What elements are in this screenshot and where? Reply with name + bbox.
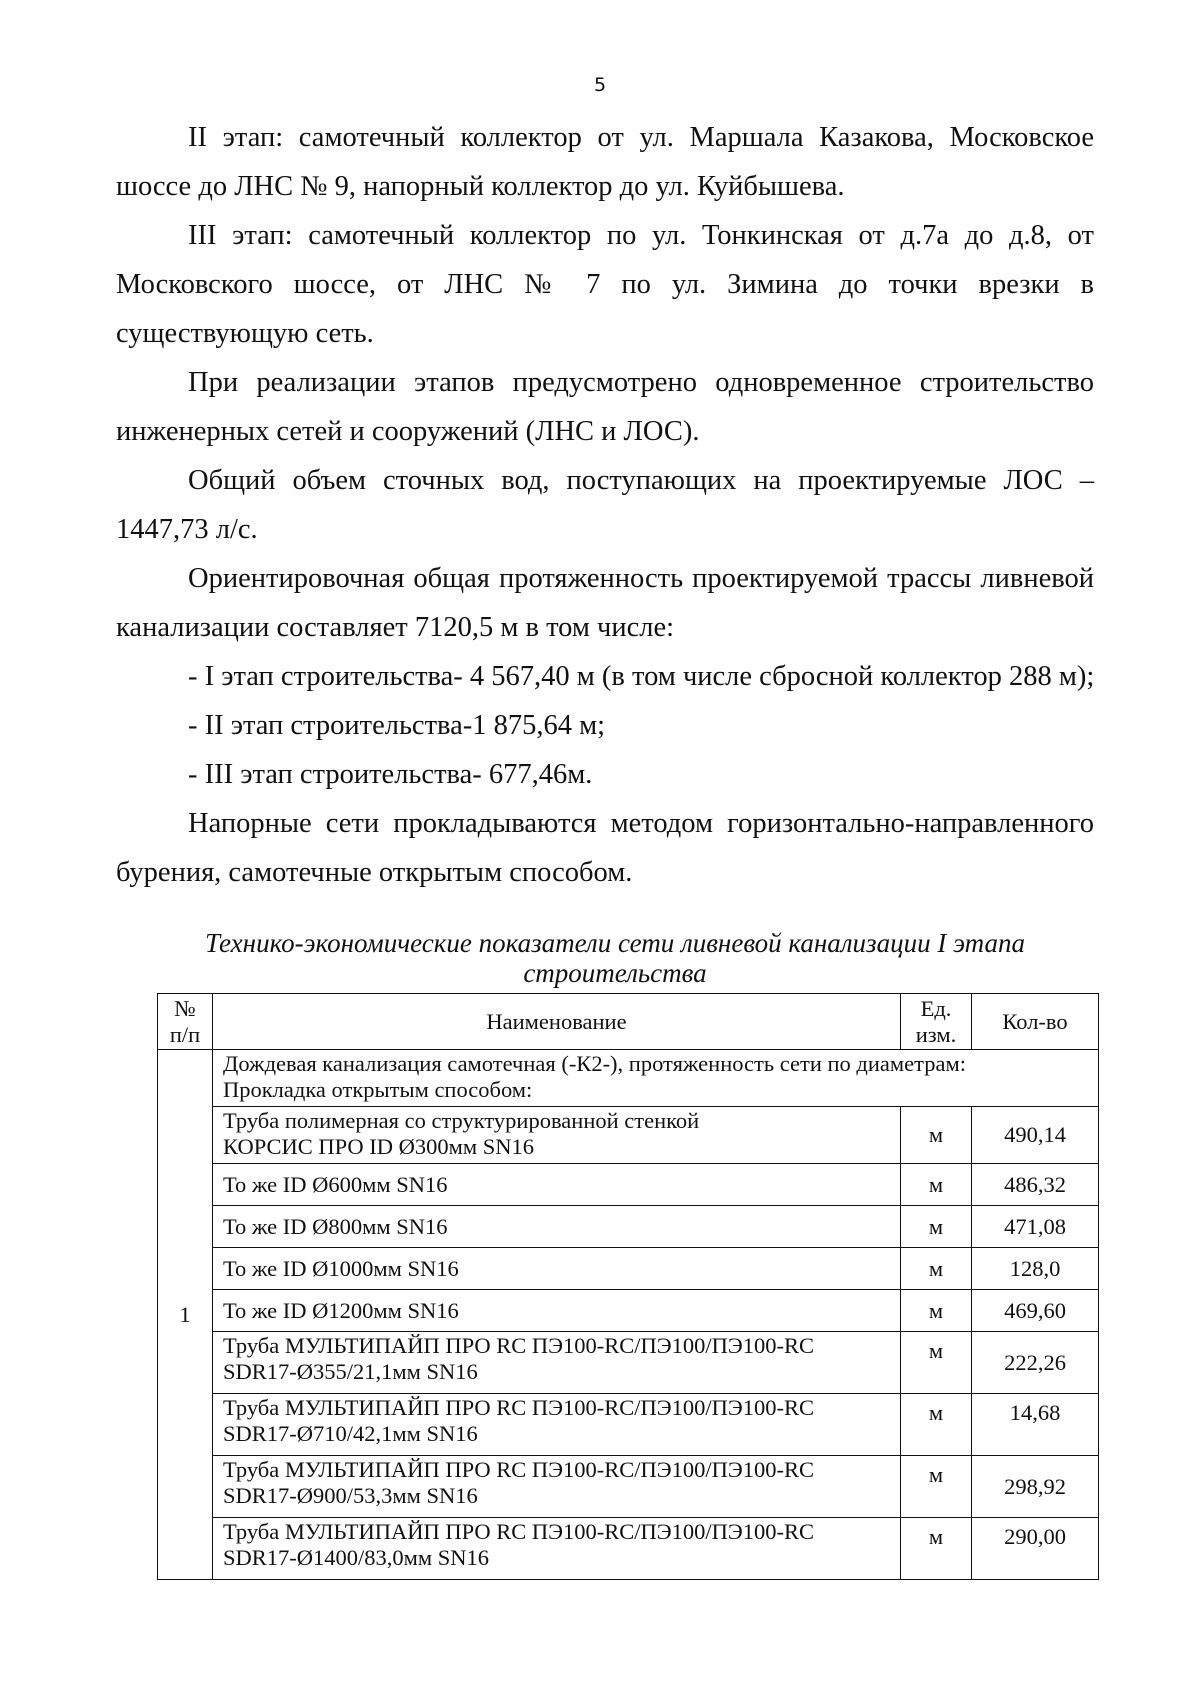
table-group-row bbox=[158, 1050, 1099, 1107]
header-quantity: Кол-во bbox=[972, 994, 1099, 1050]
list-item-stage-1-length: - I этап строительства- 4 567,40 м (в том числе сбросной коллектор 288 м); bbox=[188, 661, 1095, 692]
row-name-cell: Труба МУЛЬТИПАЙП ПРО RC ПЭ100-RC/ПЭ100/ПЭ100-RC SDR17-Ø900/53,3мм SN16 bbox=[213, 1456, 901, 1518]
header-name: Наименование bbox=[213, 994, 901, 1050]
table-row bbox=[158, 1107, 1099, 1164]
header-number: № п/п bbox=[158, 994, 213, 1050]
table-row bbox=[158, 1456, 1099, 1518]
row-name-cell: То же ID Ø1000мм SN16 bbox=[213, 1248, 901, 1290]
table-row bbox=[158, 1332, 1099, 1394]
row-quantity-cell: 298,92 bbox=[972, 1456, 1099, 1518]
row-name-cell: То же ID Ø1200мм SN16 bbox=[213, 1290, 901, 1332]
table-row bbox=[158, 1248, 1099, 1290]
list-item-stage-2-length: - II этап строительства-1 875,64 м; bbox=[188, 710, 606, 741]
row-unit-cell: м bbox=[901, 1290, 972, 1332]
row-quantity-cell: 290,00 bbox=[972, 1518, 1099, 1580]
row-unit-cell: м bbox=[901, 1107, 972, 1164]
row-quantity-cell: 128,0 bbox=[972, 1248, 1099, 1290]
paragraph-total-length: Ориентировочная общая протяженность проектируемой трассы ливневой канализации составляет 7120,5 м в том числе: bbox=[116, 563, 1094, 643]
table-row bbox=[158, 1394, 1099, 1456]
row-unit-cell: м bbox=[901, 1248, 972, 1290]
row-unit-cell: м bbox=[901, 1518, 972, 1580]
group-number-cell: 1 bbox=[158, 1050, 213, 1580]
row-name-cell: То же ID Ø600мм SN16 bbox=[213, 1164, 901, 1206]
table-header-row bbox=[158, 994, 1099, 1050]
row-name-cell: Труба полимерная со структурированной стенкой КОРСИС ПРО ID Ø300мм SN16 bbox=[213, 1107, 901, 1164]
row-quantity-cell: 486,32 bbox=[972, 1164, 1099, 1206]
paragraph-simultaneous-construction: При реализации этапов предусмотрено одновременное строительство инженерных сетей и сооружений (ЛНС и ЛОС). bbox=[116, 367, 1094, 447]
paragraph-stage-3: III этап: самотечный коллектор по ул. Тонкинская от д.7а до д.8, от Московского шоссе, от ЛНС № 7 по ул. Зимина до точки врезки в существующую сеть. bbox=[116, 220, 1094, 349]
page-number: 5 bbox=[593, 74, 607, 96]
row-name-cell: Труба МУЛЬТИПАЙП ПРО RC ПЭ100-RC/ПЭ100/ПЭ100-RC SDR17-Ø1400/83,0мм SN16 bbox=[213, 1518, 901, 1580]
table-row bbox=[158, 1518, 1099, 1580]
paragraph-stage-2: II этап: самотечный коллектор от ул. Маршала Казакова, Московское шоссе до ЛНС № 9, напорный коллектор до ул. Куйбышева. bbox=[116, 122, 1094, 202]
paragraph-wastewater-volume: Общий объем сточных вод, поступающих на проектируемые ЛОС – 1447,73 л/с. bbox=[116, 465, 1094, 545]
row-unit-cell: м bbox=[901, 1164, 972, 1206]
table-row bbox=[158, 1290, 1099, 1332]
row-quantity-cell: 469,60 bbox=[972, 1290, 1099, 1332]
table-row bbox=[158, 1206, 1099, 1248]
row-unit-cell: м bbox=[901, 1456, 972, 1518]
table-caption-line-1: Технико-экономические показатели сети ливневой канализации I этапа bbox=[205, 928, 1025, 958]
table-caption-line-2: строительства bbox=[523, 958, 707, 988]
row-quantity-cell: 490,14 bbox=[972, 1107, 1099, 1164]
row-quantity-cell: 222,26 bbox=[972, 1332, 1099, 1394]
row-unit-cell: м bbox=[901, 1332, 972, 1394]
row-quantity-cell: 14,68 bbox=[972, 1394, 1099, 1456]
row-quantity-cell: 471,08 bbox=[972, 1206, 1099, 1248]
table-caption bbox=[160, 928, 1070, 988]
row-name-cell: Труба МУЛЬТИПАЙП ПРО RC ПЭ100-RC/ПЭ100/ПЭ100-RC SDR17-Ø355/21,1мм SN16 bbox=[213, 1332, 901, 1394]
paragraph-pressure-networks: Напорные сети прокладываются методом горизонтально-направленного бурения, самотечные открытым способом. bbox=[116, 808, 1094, 888]
row-unit-cell: м bbox=[901, 1394, 972, 1456]
body-text bbox=[116, 113, 1094, 897]
group-title-cell: Дождевая канализация самотечная (-К2-), протяженность сети по диаметрам: Прокладка открытым способом: bbox=[213, 1050, 1099, 1107]
header-unit: Ед. изм. bbox=[901, 994, 972, 1050]
list-item-stage-3-length: - III этап строительства- 677,46м. bbox=[188, 759, 593, 790]
row-unit-cell: м bbox=[901, 1206, 972, 1248]
indicators-table bbox=[157, 993, 1099, 1580]
table-row bbox=[158, 1164, 1099, 1206]
row-name-cell: Труба МУЛЬТИПАЙП ПРО RC ПЭ100-RC/ПЭ100/ПЭ100-RC SDR17-Ø710/42,1мм SN16 bbox=[213, 1394, 901, 1456]
row-name-cell: То же ID Ø800мм SN16 bbox=[213, 1206, 901, 1248]
